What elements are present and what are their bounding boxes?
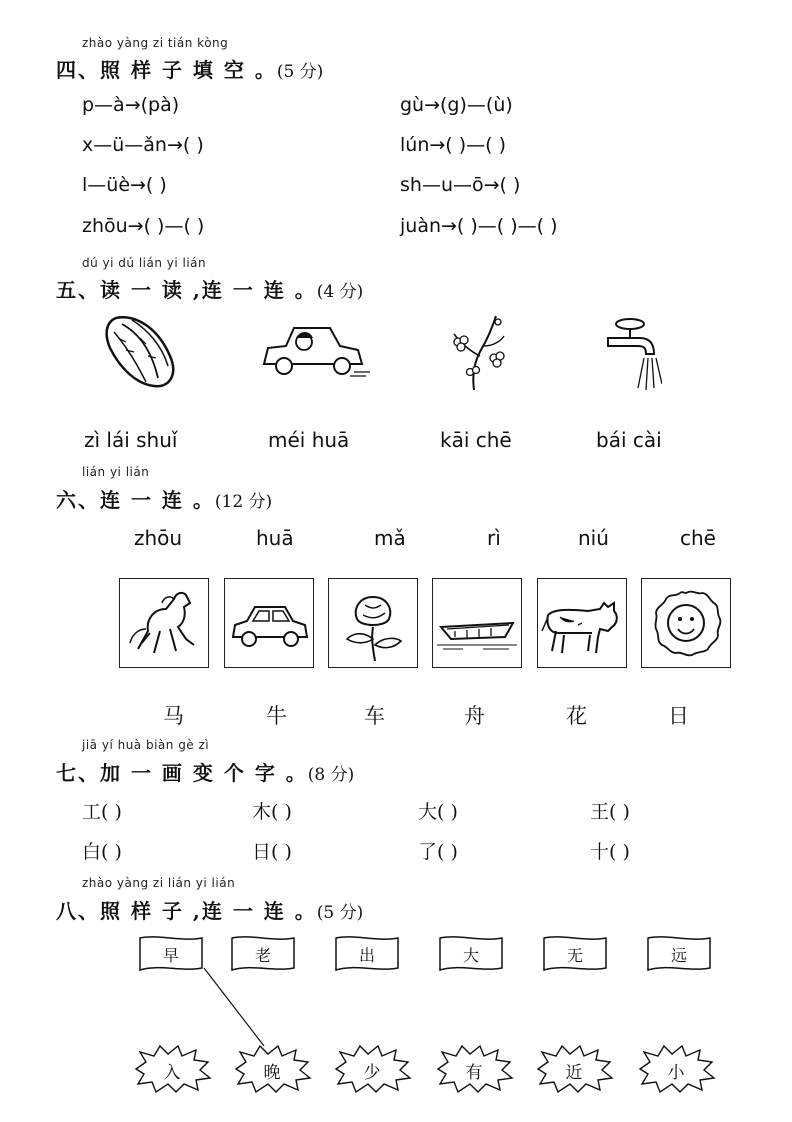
s5-label-2: méi huā <box>268 428 350 452</box>
s5-label-1: zì lái shuǐ <box>84 428 178 452</box>
s4-row3-left: l—üè→( ) <box>82 174 167 196</box>
flag-item-6[interactable] <box>646 934 712 974</box>
flag-item-4[interactable] <box>438 934 504 974</box>
section4-title <box>56 54 323 83</box>
plum-blossom-icon <box>444 312 510 392</box>
s4-row2-left: x—ü—ǎn→( ) <box>82 134 204 156</box>
s6-pinyin-6: chē <box>680 526 716 550</box>
flag-label-2: 老 <box>254 946 271 965</box>
section8-title-text: 八、照 样 子 ,连 一 连 。 <box>56 899 317 923</box>
section7-pinyin: jiā yí huà biàn gè zì <box>82 738 210 752</box>
section5-title-text: 五、读 一 读 ,连 一 连 。 <box>56 278 317 302</box>
s6-pinyin-2: huā <box>256 526 294 550</box>
star-item-1[interactable] <box>132 1044 212 1094</box>
star-item-3[interactable] <box>332 1044 412 1094</box>
section5-points: (4 分) <box>316 282 364 302</box>
star-label-2: 晚 <box>263 1063 281 1083</box>
s7-item-7: 了( ) <box>418 841 458 863</box>
section5-pinyin: dú yi dú lián yi lián <box>82 256 207 270</box>
section6-title-text: 六、连 一 连 。 <box>56 488 215 512</box>
section7-points: (8 分) <box>307 765 355 785</box>
s4-row3-right: sh—u—ō→( ) <box>400 174 521 196</box>
s7-item-4: 王( ) <box>590 801 630 823</box>
flag-item-2[interactable] <box>230 934 296 974</box>
section7-title-text: 七、加 一 画 变 个 字 。 <box>56 761 308 785</box>
s6-char-4: 舟 <box>464 704 485 728</box>
s4-row4-left: zhōu→( )—( ) <box>82 215 205 237</box>
star-label-6: 小 <box>667 1063 685 1083</box>
s7-item-8: 十( ) <box>590 841 630 863</box>
section8-points: (5 分) <box>316 903 364 923</box>
flag-item-3[interactable] <box>334 934 400 974</box>
flag-label-5: 无 <box>566 946 583 965</box>
water-tap-icon <box>604 314 662 392</box>
flag-label-1: 早 <box>162 946 179 965</box>
s4-row4-right: juàn→( )—( )—( ) <box>400 215 558 237</box>
s7-item-5: 白( ) <box>82 841 122 863</box>
s5-label-3: kāi chē <box>440 428 512 452</box>
section6-title <box>56 484 272 513</box>
star-label-4: 有 <box>465 1063 483 1083</box>
flower-icon <box>328 578 418 668</box>
section4-points: (5 分) <box>276 62 324 82</box>
car-icon <box>224 578 314 668</box>
s7-item-1: 工( ) <box>82 801 122 823</box>
s4-row1-left: p—à→(pà) <box>82 94 180 116</box>
s4-row1-right: gù→(g)—(ù) <box>400 94 513 116</box>
section7-title <box>56 757 354 786</box>
s6-pinyin-1: zhōu <box>134 526 183 550</box>
flag-item-1[interactable] <box>138 934 204 974</box>
s7-item-6: 日( ) <box>252 841 292 863</box>
car-driver-icon <box>258 318 370 380</box>
s6-pinyin-5: niú <box>578 526 609 550</box>
flag-label-3: 出 <box>358 946 375 965</box>
section4-title-text: 四、照 样 子 填 空 。 <box>56 58 277 82</box>
s6-char-3: 车 <box>364 704 385 728</box>
horse-icon <box>119 578 209 668</box>
cabbage-icon <box>96 308 186 392</box>
s7-item-2: 木( ) <box>252 801 292 823</box>
section4-pinyin: zhào yàng zi tián kòng <box>82 36 229 50</box>
star-item-2[interactable] <box>232 1044 312 1094</box>
star-label-3: 少 <box>363 1063 381 1083</box>
s6-pinyin-3: mǎ <box>374 526 406 550</box>
star-item-5[interactable] <box>534 1044 614 1094</box>
s5-label-4: bái cài <box>596 428 662 452</box>
section8-title <box>56 895 363 924</box>
s6-char-5: 花 <box>566 704 587 728</box>
star-label-1: 入 <box>163 1063 181 1083</box>
star-item-6[interactable] <box>636 1044 716 1094</box>
ox-icon <box>537 578 627 668</box>
s7-item-3: 大( ) <box>418 801 458 823</box>
section5-title <box>56 274 363 303</box>
section6-points: (12 分) <box>214 492 273 512</box>
star-label-5: 近 <box>565 1063 583 1083</box>
flag-label-6: 远 <box>670 946 687 965</box>
s6-char-1: 马 <box>163 704 184 728</box>
star-item-4[interactable] <box>434 1044 514 1094</box>
sun-icon <box>641 578 731 668</box>
s4-row2-right: lún→( )—( ) <box>400 134 507 156</box>
flag-item-5[interactable] <box>542 934 608 974</box>
s6-pinyin-4: rì <box>487 526 501 550</box>
section6-pinyin: lián yi lián <box>82 465 150 479</box>
section8-pinyin: zhào yàng zi lián yi lián <box>82 876 236 890</box>
s6-char-2: 牛 <box>266 704 287 728</box>
s6-char-6: 日 <box>668 704 689 728</box>
flag-label-4: 大 <box>462 946 479 965</box>
boat-icon <box>432 578 522 668</box>
